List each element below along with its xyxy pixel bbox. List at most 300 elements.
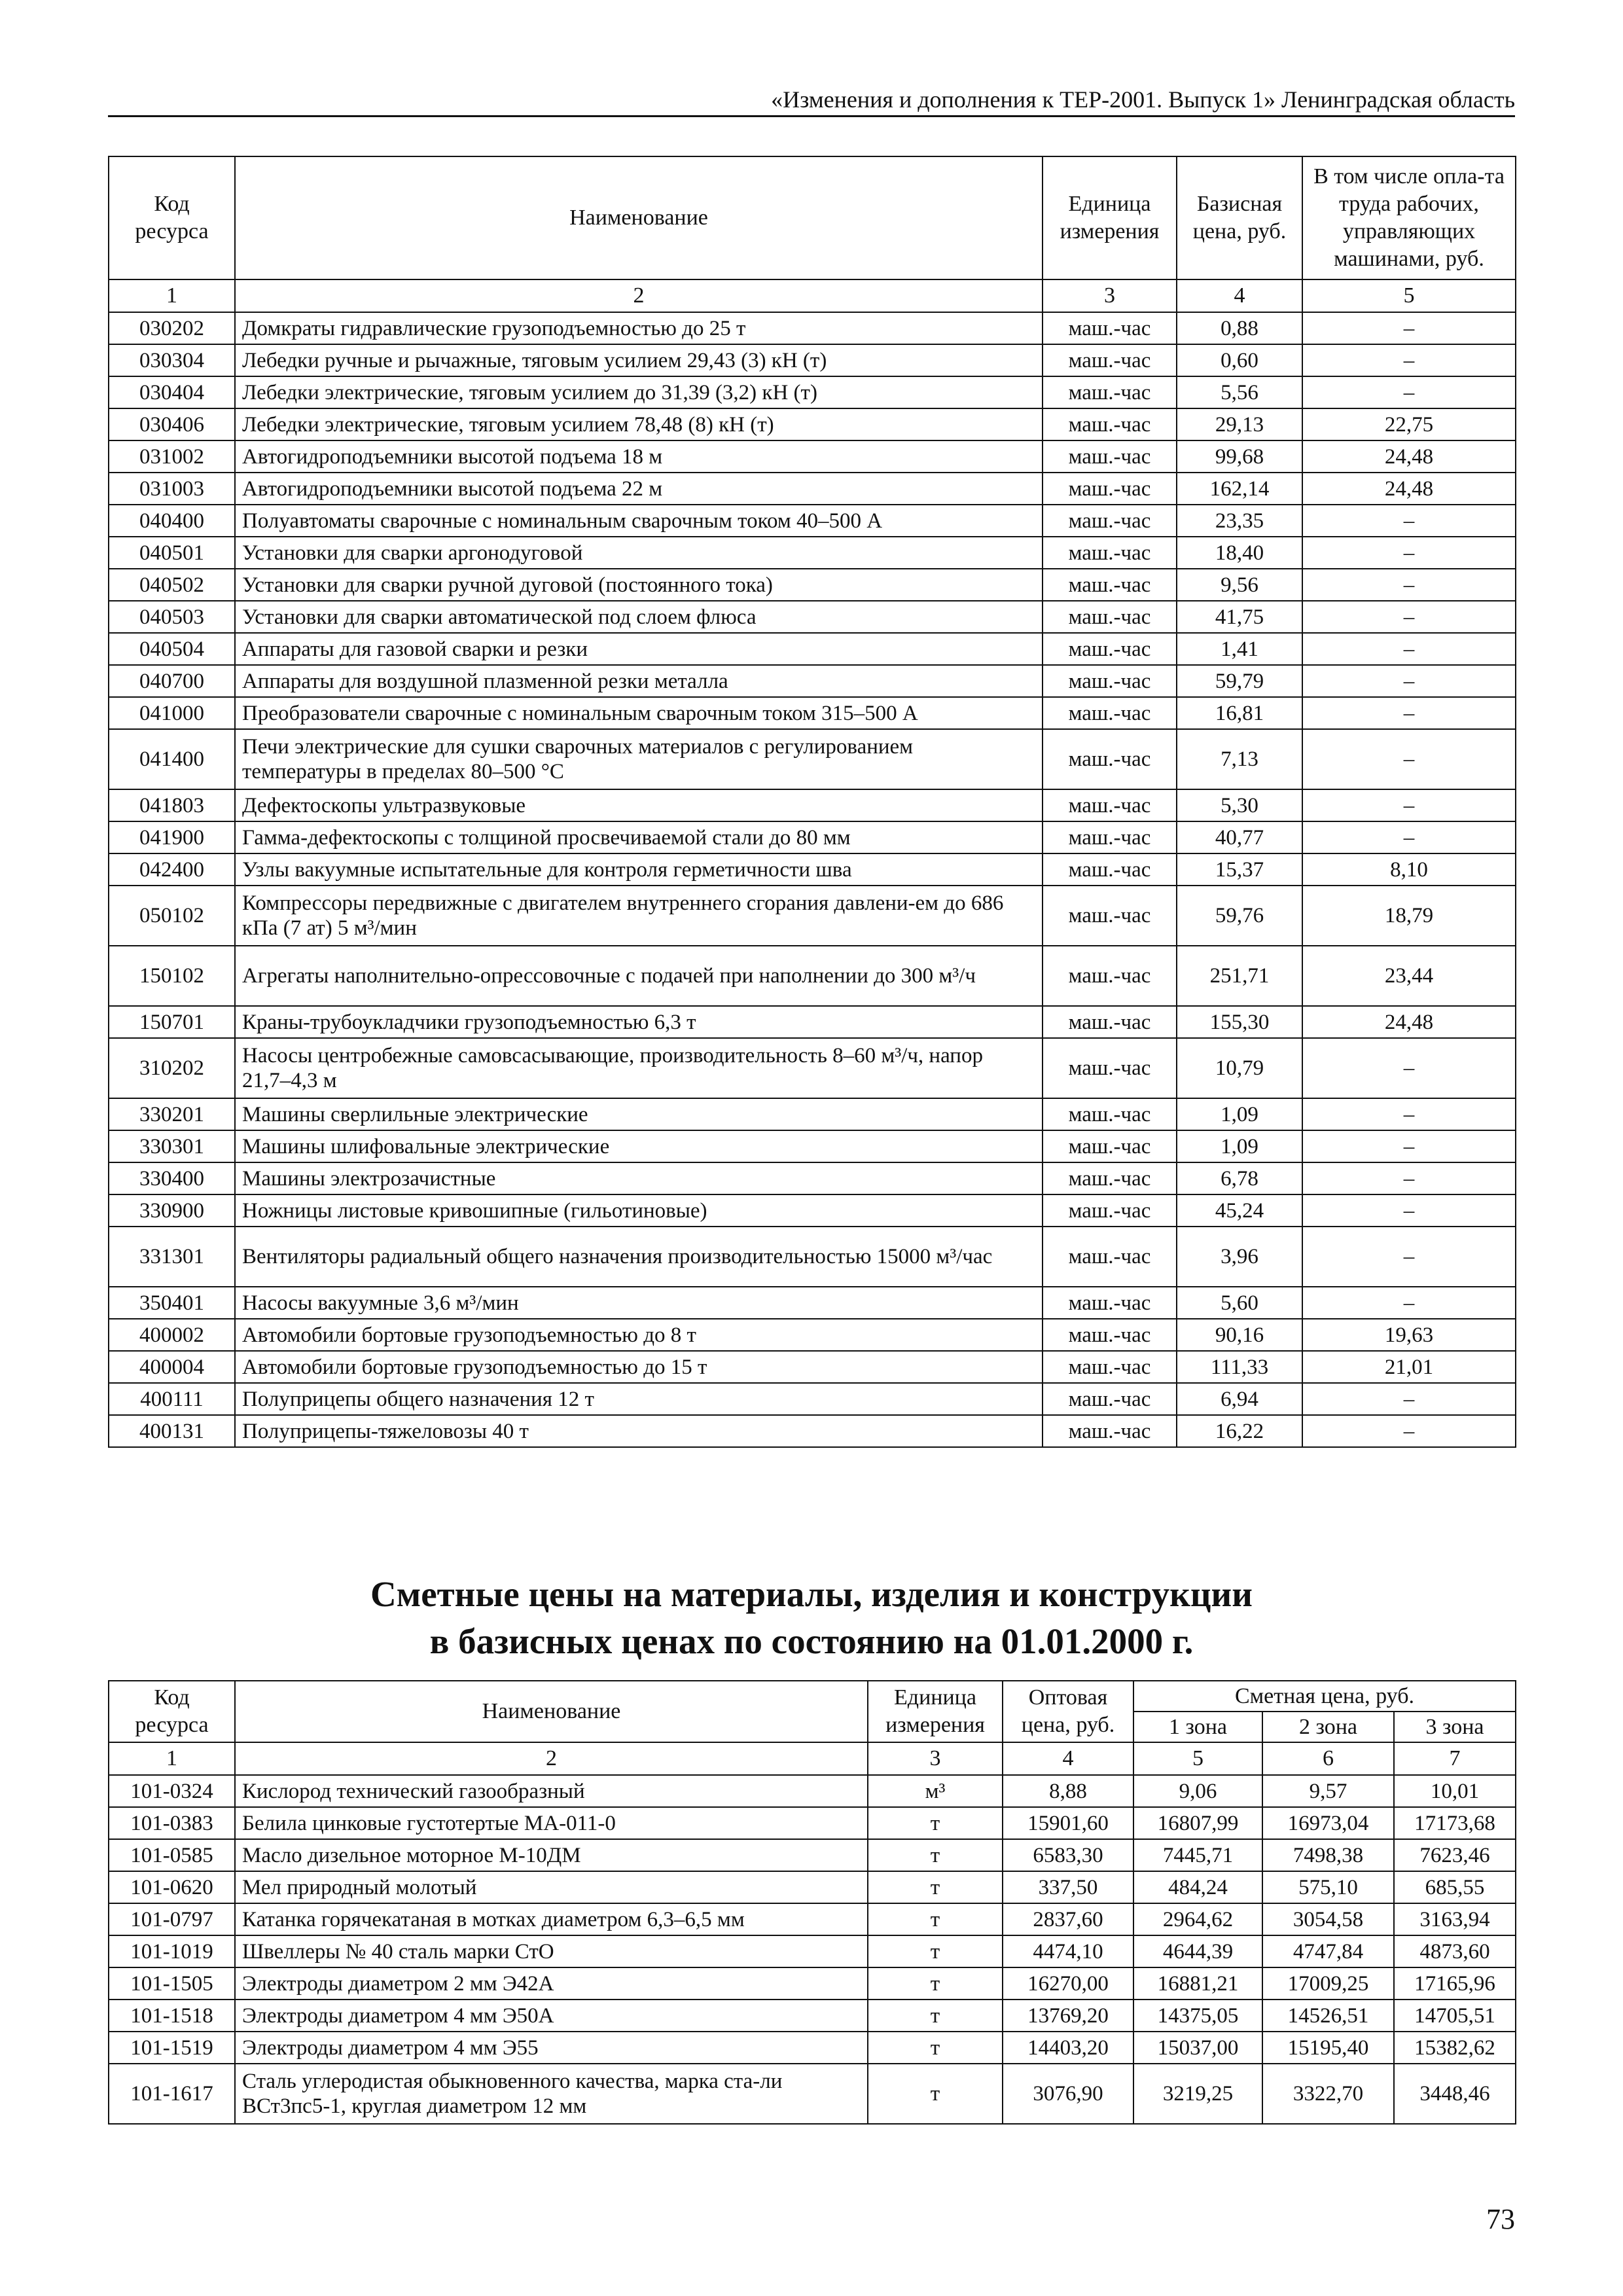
resource-code-cell: 400111 [109,1383,235,1415]
zone3-price-cell: 17165,96 [1394,1967,1516,2000]
resource-code-cell: 040504 [109,633,235,665]
unit-cell: м³ [868,1775,1003,1807]
zone1-price-cell: 15037,00 [1133,2032,1262,2064]
zone2-price-cell: 15195,40 [1262,2032,1394,2064]
base-price-cell: 5,60 [1177,1287,1302,1319]
table-row [109,537,1516,569]
resource-code-cell: 310202 [109,1038,235,1098]
resource-code-cell: 101-0324 [109,1775,235,1807]
labor-cost-cell: – [1302,1130,1516,1162]
materials-price-table [108,1680,1516,2125]
table-row [109,1903,1516,1935]
labor-cost-cell: – [1302,1383,1516,1415]
materials-table-body [109,1775,1516,2124]
table-row [109,633,1516,665]
column-number: 6 [1262,1742,1394,1775]
zone2-price-cell: 9,57 [1262,1775,1394,1807]
resource-code-cell: 041400 [109,729,235,789]
labor-cost-cell: 24,48 [1302,1006,1516,1038]
wholesale-price-cell: 3076,90 [1003,2064,1133,2124]
wholesale-price-cell: 14403,20 [1003,2032,1133,2064]
base-price-cell: 16,81 [1177,697,1302,729]
column-number: 4 [1003,1742,1133,1775]
labor-cost-cell: 23,44 [1302,946,1516,1006]
wholesale-price-cell: 16270,00 [1003,1967,1133,2000]
name-cell: Домкраты гидравлические грузоподъемностью до 25 т [235,312,1043,344]
base-price-cell: 5,30 [1177,789,1302,821]
wholesale-price-cell: 6583,30 [1003,1839,1133,1871]
zone1-price-cell: 16807,99 [1133,1807,1262,1839]
resource-code-cell: 031003 [109,473,235,505]
name-cell: Машины шлифовальные электрические [235,1130,1043,1162]
name-cell: Аппараты для воздушной плазменной резки металла [235,665,1043,697]
base-price-cell: 111,33 [1177,1351,1302,1383]
name-cell: Насосы центробежные самовсасывающие, производительность 8–60 м³/ч, напор 21,7–4,3 м [235,1038,1043,1098]
header-unit: Единица измерения [868,1681,1003,1742]
zone2-price-cell: 3054,58 [1262,1903,1394,1935]
table-row [109,1351,1516,1383]
labor-cost-cell: – [1302,789,1516,821]
unit-cell: маш.-час [1043,537,1177,569]
zone1-price-cell: 3219,25 [1133,2064,1262,2124]
zone1-price-cell: 2964,62 [1133,1903,1262,1935]
labor-cost-cell: – [1302,344,1516,376]
zone1-price-cell: 14375,05 [1133,2000,1262,2032]
resource-code-cell: 400004 [109,1351,235,1383]
labor-cost-cell: – [1302,1038,1516,1098]
labor-cost-cell: – [1302,1194,1516,1227]
name-cell: Электроды диаметром 2 мм Э42А [235,1967,868,2000]
unit-cell: маш.-час [1043,505,1177,537]
resource-code-cell: 101-0620 [109,1871,235,1903]
unit-cell: т [868,1871,1003,1903]
labor-cost-cell: – [1302,312,1516,344]
base-price-cell: 0,88 [1177,312,1302,344]
table-row [109,946,1516,1006]
header-code: Код ресурса [109,156,235,279]
resource-code-cell: 040501 [109,537,235,569]
name-cell: Установки для сварки ручной дуговой (постоянного тока) [235,569,1043,601]
materials-section-title [108,1571,1515,1665]
name-cell: Автогидроподъемники высотой подъема 18 м [235,440,1043,473]
unit-cell: маш.-час [1043,1098,1177,1130]
resource-code-cell: 030202 [109,312,235,344]
resource-code-cell: 331301 [109,1227,235,1287]
base-price-cell: 7,13 [1177,729,1302,789]
header-labor-cost: В том числе опла-та труда рабочих, управляющих машинами, руб. [1302,156,1516,279]
base-price-cell: 251,71 [1177,946,1302,1006]
column-number: 3 [868,1742,1003,1775]
base-price-cell: 9,56 [1177,569,1302,601]
unit-cell: т [868,1935,1003,1967]
labor-cost-cell: – [1302,601,1516,633]
table-row [109,2064,1516,2124]
name-cell: Ножницы листовые кривошипные (гильотиновые) [235,1194,1043,1227]
base-price-cell: 45,24 [1177,1194,1302,1227]
section-title-line-2: в базисных ценах по состоянию на 01.01.2000 г. [429,1621,1194,1661]
resource-code-cell: 040400 [109,505,235,537]
column-number: 3 [1043,279,1177,312]
zone3-price-cell: 3163,94 [1394,1903,1516,1935]
name-cell: Катанка горячекатаная в мотках диаметром 6,3–6,5 мм [235,1903,868,1935]
column-number: 5 [1133,1742,1262,1775]
table-row [109,1319,1516,1351]
unit-cell: маш.-час [1043,440,1177,473]
labor-cost-cell: – [1302,537,1516,569]
header-name: Наименование [235,1681,868,1742]
name-cell: Узлы вакуумные испытательные для контроля герметичности шва [235,853,1043,886]
zone3-price-cell: 685,55 [1394,1871,1516,1903]
unit-cell: т [868,2000,1003,2032]
name-cell: Лебедки ручные и рычажные, тяговым усилием 29,43 (3) кН (т) [235,344,1043,376]
unit-cell: т [868,1967,1003,2000]
unit-cell: маш.-час [1043,1162,1177,1194]
table-row [109,1194,1516,1227]
name-cell: Полуавтоматы сварочные с номинальным сварочным током 40–500 А [235,505,1043,537]
resource-code-cell: 030304 [109,344,235,376]
unit-cell: маш.-час [1043,1415,1177,1447]
table-row [109,789,1516,821]
table-row [109,886,1516,946]
zone3-price-cell: 17173,68 [1394,1807,1516,1839]
unit-cell: маш.-час [1043,408,1177,440]
name-cell: Полуприцепы-тяжеловозы 40 т [235,1415,1043,1447]
zone1-price-cell: 9,06 [1133,1775,1262,1807]
unit-cell: маш.-час [1043,376,1177,408]
table-row [109,376,1516,408]
table-row [109,1807,1516,1839]
resource-code-cell: 400131 [109,1415,235,1447]
table-row [109,505,1516,537]
unit-cell: маш.-час [1043,1130,1177,1162]
zone3-price-cell: 15382,62 [1394,2032,1516,2064]
column-number: 7 [1394,1742,1516,1775]
name-cell: Сталь углеродистая обыкновенного качества, марка ста-ли ВСт3пс5-1, круглая диаметром 12 мм [235,2064,868,2124]
resource-code-cell: 040503 [109,601,235,633]
labor-cost-cell: – [1302,821,1516,853]
base-price-cell: 162,14 [1177,473,1302,505]
resource-code-cell: 101-1505 [109,1967,235,2000]
resource-code-cell: 101-1019 [109,1935,235,1967]
base-price-cell: 1,09 [1177,1098,1302,1130]
name-cell: Масло дизельное моторное М-10ДМ [235,1839,868,1871]
name-cell: Компрессоры передвижные с двигателем внутреннего сгорания давлени-ем до 686 кПа (7 ат) 5 м³/мин [235,886,1043,946]
unit-cell: маш.-час [1043,886,1177,946]
base-price-cell: 6,94 [1177,1383,1302,1415]
base-price-cell: 15,37 [1177,853,1302,886]
zone2-price-cell: 16973,04 [1262,1807,1394,1839]
resource-code-cell: 041000 [109,697,235,729]
unit-cell: маш.-час [1043,1006,1177,1038]
base-price-cell: 1,41 [1177,633,1302,665]
zone3-price-cell: 3448,46 [1394,2064,1516,2124]
labor-cost-cell: – [1302,505,1516,537]
base-price-cell: 10,79 [1177,1038,1302,1098]
base-price-cell: 99,68 [1177,440,1302,473]
name-cell: Печи электрические для сушки сварочных материалов с регулированием температуры в пределах 80–500 °С [235,729,1043,789]
resource-code-cell: 040700 [109,665,235,697]
labor-cost-cell: – [1302,1287,1516,1319]
name-cell: Преобразователи сварочные с номинальным сварочным током 315–500 А [235,697,1043,729]
zone2-price-cell: 7498,38 [1262,1839,1394,1871]
unit-cell: маш.-час [1043,312,1177,344]
table-row [109,1038,1516,1098]
table-row [109,1415,1516,1447]
name-cell: Насосы вакуумные 3,6 м³/мин [235,1287,1043,1319]
base-price-cell: 59,79 [1177,665,1302,697]
table-row [109,1775,1516,1807]
labor-cost-cell: – [1302,569,1516,601]
header-base-price: Базисная цена, руб. [1177,156,1302,279]
column-number: 4 [1177,279,1302,312]
header-zone-3: 3 зона [1394,1712,1516,1742]
resource-code-cell: 041803 [109,789,235,821]
labor-cost-cell: 24,48 [1302,473,1516,505]
zone3-price-cell: 10,01 [1394,1775,1516,1807]
resource-code-cell: 330301 [109,1130,235,1162]
table-row [109,569,1516,601]
resource-code-cell: 101-1518 [109,2000,235,2032]
labor-cost-cell: 21,01 [1302,1351,1516,1383]
labor-cost-cell: – [1302,1162,1516,1194]
unit-cell: т [868,1839,1003,1871]
resource-code-cell: 400002 [109,1319,235,1351]
unit-cell: т [868,1807,1003,1839]
unit-cell: маш.-час [1043,1319,1177,1351]
header-code: Код ресурса [109,1681,235,1742]
table-row [109,2032,1516,2064]
zone1-price-cell: 16881,21 [1133,1967,1262,2000]
column-number: 2 [235,279,1043,312]
labor-cost-cell: – [1302,729,1516,789]
table-row [109,1227,1516,1287]
table-row [109,697,1516,729]
unit-cell: маш.-час [1043,1038,1177,1098]
labor-cost-cell: – [1302,1098,1516,1130]
section-title-line-1: Сметные цены на материалы, изделия и конструкции [370,1574,1253,1614]
resource-code-cell: 101-1617 [109,2064,235,2124]
base-price-cell: 0,60 [1177,344,1302,376]
header-wholesale-price: Оптовая цена, руб. [1003,1681,1133,1742]
column-number: 2 [235,1742,868,1775]
resource-code-cell: 030406 [109,408,235,440]
base-price-cell: 3,96 [1177,1227,1302,1287]
resource-code-cell: 330400 [109,1162,235,1194]
unit-cell: маш.-час [1043,569,1177,601]
name-cell: Агрегаты наполнительно-опрессовочные с подачей при наполнении до 300 м³/ч [235,946,1043,1006]
labor-cost-cell: – [1302,1415,1516,1447]
zone1-price-cell: 484,24 [1133,1871,1262,1903]
zone1-price-cell: 4644,39 [1133,1935,1262,1967]
labor-cost-cell: – [1302,1227,1516,1287]
labor-cost-cell: 24,48 [1302,440,1516,473]
base-price-cell: 18,40 [1177,537,1302,569]
labor-cost-cell: 8,10 [1302,853,1516,886]
table-row [109,473,1516,505]
table-row [109,1130,1516,1162]
name-cell: Установки для сварки аргонодуговой [235,537,1043,569]
header-zone-1: 1 зона [1133,1712,1262,1742]
labor-cost-cell: – [1302,376,1516,408]
labor-cost-cell: 18,79 [1302,886,1516,946]
wholesale-price-cell: 4474,10 [1003,1935,1133,1967]
zone1-price-cell: 7445,71 [1133,1839,1262,1871]
wholesale-price-cell: 2837,60 [1003,1903,1133,1935]
name-cell: Лебедки электрические, тяговым усилием до 31,39 (3,2) кН (т) [235,376,1043,408]
unit-cell: маш.-час [1043,729,1177,789]
unit-cell: маш.-час [1043,1287,1177,1319]
table-row [109,440,1516,473]
base-price-cell: 155,30 [1177,1006,1302,1038]
table-row [109,1935,1516,1967]
labor-cost-cell: – [1302,665,1516,697]
running-head: «Изменения и дополнения к ТЕР-2001. Выпуск 1» Ленинградская область [108,84,1515,117]
unit-cell: маш.-час [1043,697,1177,729]
name-cell: Установки для сварки автоматической под слоем флюса [235,601,1043,633]
unit-cell: т [868,1903,1003,1935]
name-cell: Электроды диаметром 4 мм Э50А [235,2000,868,2032]
resource-code-cell: 330201 [109,1098,235,1130]
name-cell: Белила цинковые густотертые МА-011-0 [235,1807,868,1839]
header-unit: Единица измерения [1043,156,1177,279]
page-number: 73 [1486,2203,1515,2235]
name-cell: Автогидроподъемники высотой подъема 22 м [235,473,1043,505]
name-cell: Электроды диаметром 4 мм Э55 [235,2032,868,2064]
unit-cell: маш.-час [1043,946,1177,1006]
wholesale-price-cell: 337,50 [1003,1871,1133,1903]
resource-code-cell: 042400 [109,853,235,886]
table-row [109,1871,1516,1903]
table-row [109,665,1516,697]
name-cell: Аппараты для газовой сварки и резки [235,633,1043,665]
name-cell: Автомобили бортовые грузоподъемностью до 15 т [235,1351,1043,1383]
base-price-cell: 1,09 [1177,1130,1302,1162]
unit-cell: маш.-час [1043,344,1177,376]
unit-cell: маш.-час [1043,633,1177,665]
resource-code-cell: 101-0585 [109,1839,235,1871]
name-cell: Мел природный молотый [235,1871,868,1903]
labor-cost-cell: – [1302,633,1516,665]
table-row [109,2000,1516,2032]
name-cell: Полуприцепы общего назначения 12 т [235,1383,1043,1415]
table-row [109,1383,1516,1415]
name-cell: Вентиляторы радиальный общего назначения производительностью 15000 м³/час [235,1227,1043,1287]
unit-cell: маш.-час [1043,821,1177,853]
unit-cell: маш.-час [1043,601,1177,633]
base-price-cell: 59,76 [1177,886,1302,946]
unit-cell: маш.-час [1043,853,1177,886]
zone2-price-cell: 14526,51 [1262,2000,1394,2032]
table-row [109,1098,1516,1130]
resource-code-cell: 150701 [109,1006,235,1038]
resource-code-cell: 150102 [109,946,235,1006]
unit-cell: маш.-час [1043,789,1177,821]
wholesale-price-cell: 8,88 [1003,1775,1133,1807]
labor-cost-cell: 22,75 [1302,408,1516,440]
labor-cost-cell: 19,63 [1302,1319,1516,1351]
unit-cell: маш.-час [1043,1351,1177,1383]
zone2-price-cell: 3322,70 [1262,2064,1394,2124]
table-row [109,1287,1516,1319]
labor-cost-cell: – [1302,697,1516,729]
machines-price-table [108,156,1516,1448]
name-cell: Краны-трубоукладчики грузоподъемностью 6,3 т [235,1006,1043,1038]
table-row [109,1839,1516,1871]
name-cell: Лебедки электрические, тяговым усилием 78,48 (8) кН (т) [235,408,1043,440]
zone3-price-cell: 4873,60 [1394,1935,1516,1967]
zone2-price-cell: 575,10 [1262,1871,1394,1903]
unit-cell: т [868,2032,1003,2064]
table-row [109,344,1516,376]
table-row [109,853,1516,886]
column-number: 1 [109,279,235,312]
header-name: Наименование [235,156,1043,279]
unit-cell: маш.-час [1043,665,1177,697]
machines-table-body [109,312,1516,1447]
zone2-price-cell: 17009,25 [1262,1967,1394,2000]
name-cell: Дефектоскопы ультразвуковые [235,789,1043,821]
resource-code-cell: 101-0383 [109,1807,235,1839]
resource-code-cell: 041900 [109,821,235,853]
zone3-price-cell: 14705,51 [1394,2000,1516,2032]
table-row [109,601,1516,633]
unit-cell: т [868,2064,1003,2124]
base-price-cell: 41,75 [1177,601,1302,633]
zone2-price-cell: 4747,84 [1262,1935,1394,1967]
table-row [109,1006,1516,1038]
base-price-cell: 29,13 [1177,408,1302,440]
base-price-cell: 40,77 [1177,821,1302,853]
name-cell: Кислород технический газообразный [235,1775,868,1807]
header-zone-2: 2 зона [1262,1712,1394,1742]
resource-code-cell: 101-0797 [109,1903,235,1935]
wholesale-price-cell: 13769,20 [1003,2000,1133,2032]
unit-cell: маш.-час [1043,1383,1177,1415]
table-row [109,821,1516,853]
base-price-cell: 5,56 [1177,376,1302,408]
unit-cell: маш.-час [1043,1227,1177,1287]
resource-code-cell: 040502 [109,569,235,601]
table-row [109,729,1516,789]
base-price-cell: 90,16 [1177,1319,1302,1351]
table-row [109,408,1516,440]
resource-code-cell: 101-1519 [109,2032,235,2064]
base-price-cell: 6,78 [1177,1162,1302,1194]
base-price-cell: 16,22 [1177,1415,1302,1447]
table-row [109,312,1516,344]
base-price-cell: 23,35 [1177,505,1302,537]
zone3-price-cell: 7623,46 [1394,1839,1516,1871]
resource-code-cell: 350401 [109,1287,235,1319]
resource-code-cell: 050102 [109,886,235,946]
name-cell: Машины сверлильные электрические [235,1098,1043,1130]
wholesale-price-cell: 15901,60 [1003,1807,1133,1839]
table-row [109,1162,1516,1194]
name-cell: Автомобили бортовые грузоподъемностью до 8 т [235,1319,1043,1351]
header-estimate-price: Сметная цена, руб. [1133,1681,1516,1712]
table-row [109,1967,1516,2000]
column-number: 1 [109,1742,235,1775]
resource-code-cell: 030404 [109,376,235,408]
column-number: 5 [1302,279,1516,312]
unit-cell: маш.-час [1043,473,1177,505]
resource-code-cell: 330900 [109,1194,235,1227]
name-cell: Швеллеры № 40 сталь марки СтО [235,1935,868,1967]
resource-code-cell: 031002 [109,440,235,473]
name-cell: Машины электрозачистные [235,1162,1043,1194]
unit-cell: маш.-час [1043,1194,1177,1227]
name-cell: Гамма-дефектоскопы с толщиной просвечиваемой стали до 80 мм [235,821,1043,853]
